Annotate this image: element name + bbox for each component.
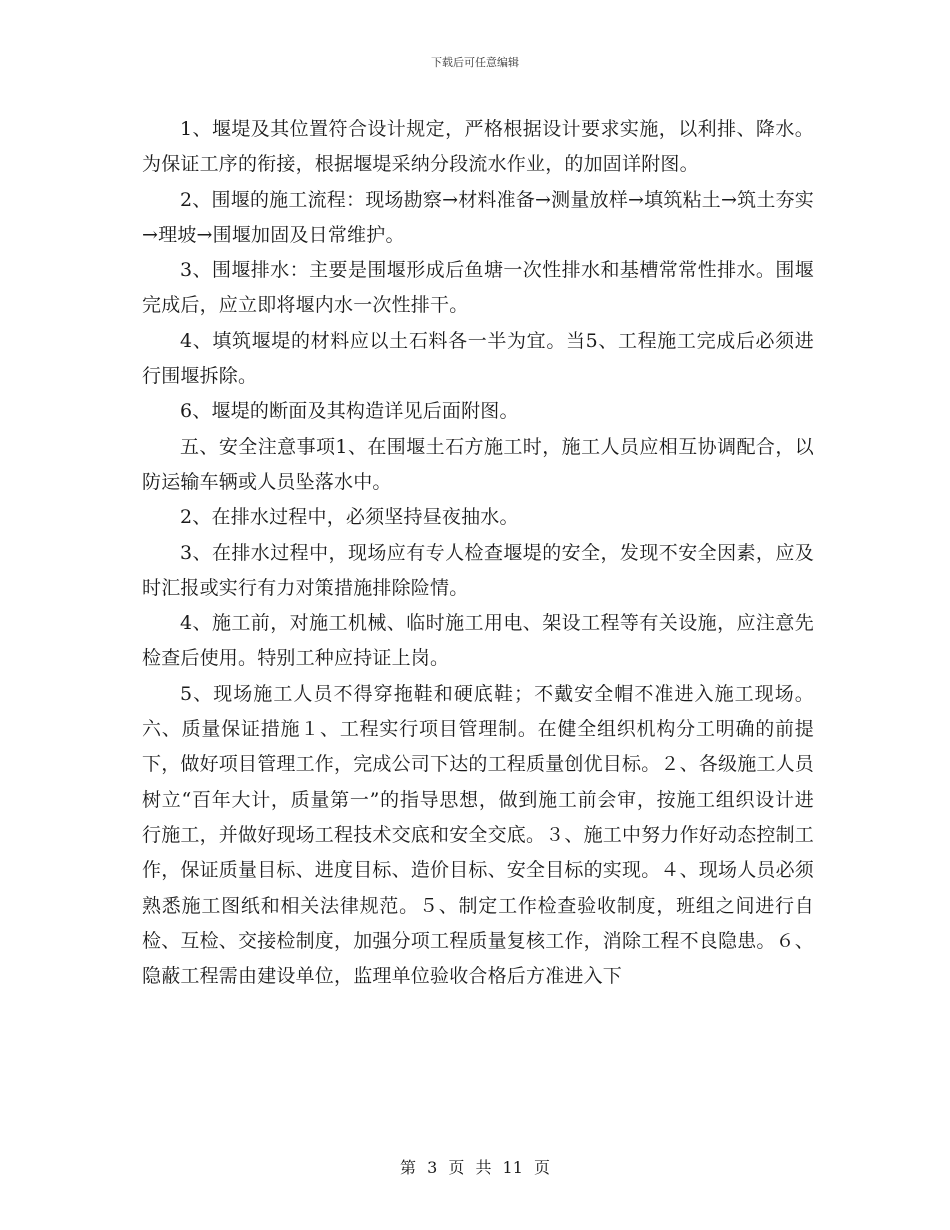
paragraph-9: 4、施工前，对施工机械、临时施工用电、架设工程等有关设施，应注意先检查后使用。特别工种应持证上岗。 <box>142 612 814 670</box>
page-header: 下载后可任意编辑 <box>431 56 519 69</box>
paragraph-7: 2、在排水过程中，必须坚持昼夜抽水。 <box>180 506 519 529</box>
paragraph-5: 6、堰堤的断面及其构造详见后面附图。 <box>180 400 519 423</box>
paragraph-2: 2、围堰的施工流程：现场勘察→材料准备→测量放样→填筑粘土→筑土夯实→理坡→围堰加固及日常维护。 <box>142 188 814 246</box>
paragraph-10: 5、现场施工人员不得穿拖鞋和硬底鞋；不戴安全帽不准进入施工现场。六、质量保证措施１、工程实行项目管理制。在健全组织机构分工明确的前提下，做好项目管理工作，完成公司下达的工程质量创优目标。２、各级施工人员树立“百年大计，质量第一”的指导思想，做到施工前会审，按施工组织设计进行施工，并做好现场工程技术交底和安全交底。３、施工中努力作好动态控制工作，保证质量目标、进度目标、造价目标、安全目标的实现。４、现场人员必须熟悉施工图纸和相关法律规范。５、制定工作检查验收制度，班组之间进行自检、互检、交接检制度，加强分项工程质量复核工作，消除工程不良隐患。６、隐蔽工程需由建设单位，监理单位验收合格后方准进入下 <box>142 682 815 988</box>
page-footer: 第 3 页 共 11 页 <box>400 1158 550 1177</box>
document-body <box>142 112 814 994</box>
paragraph-1: 1、堰堤及其位置符合设计规定，严格根据设计要求实施，以利排、降水。为保证工序的衔接，根据堰堤采纳分段流水作业，的加固详附图。 <box>142 118 814 176</box>
paragraph-6: 五、安全注意事项1、在围堰土石方施工时，施工人员应相互协调配合，以防运输车辆或人员坠落水中。 <box>142 435 814 493</box>
paragraph-3: 3、围堰排水：主要是围堰形成后鱼塘一次性排水和基槽常常性排水。围堰完成后，应立即将堰内水一次性排干。 <box>142 259 814 317</box>
paragraph-4: 4、填筑堰堤的材料应以土石料各一半为宜。当5、工程施工完成后必须进行围堰拆除。 <box>142 329 814 388</box>
paragraph-8: 3、在排水过程中，现场应有专人检查堰堤的安全，发现不安全因素，应及时汇报或实行有力对策措施排除险情。 <box>142 541 814 599</box>
